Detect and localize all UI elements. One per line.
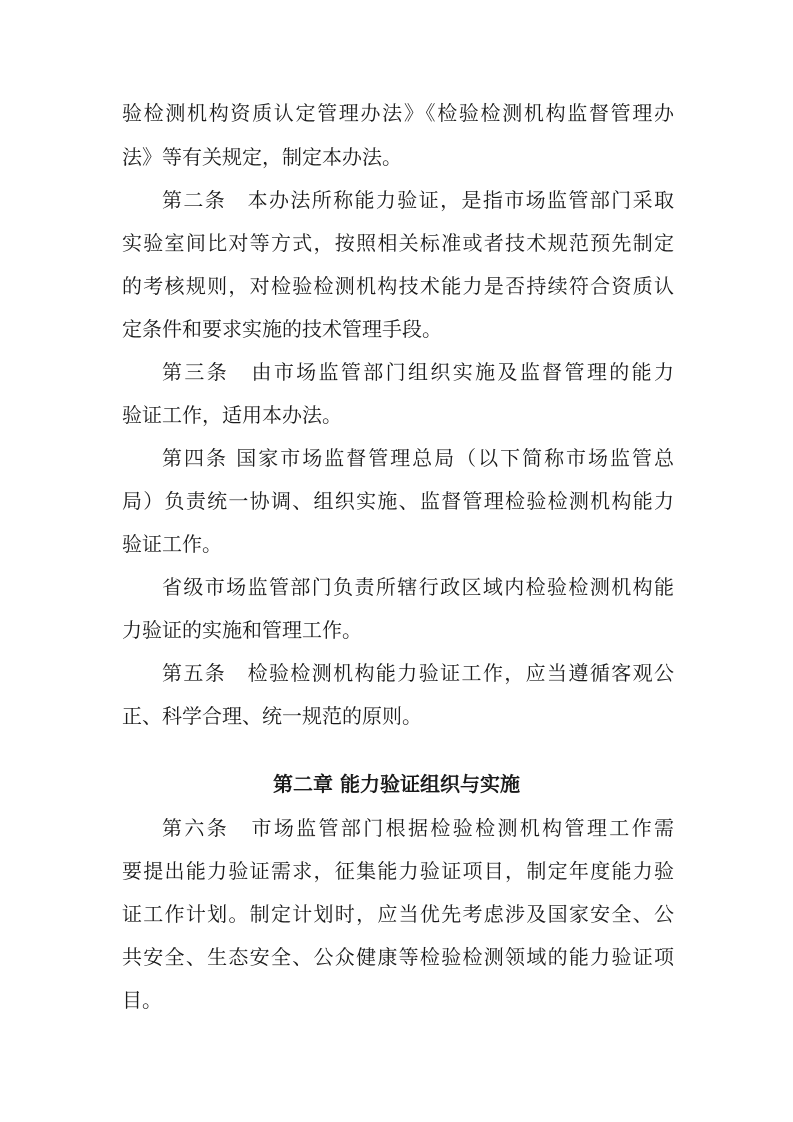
article-4-line-3: 验证工作。 <box>122 532 222 556</box>
article-2-line-4: 定条件和要求实施的技术管理手段。 <box>122 317 442 341</box>
article-6-line-2: 要提出能力验证需求，征集能力验证项目，制定年度能力验 <box>122 859 674 883</box>
intro-line-1: 验检测机构资质认定管理办法》《检验检测机构监督管理办 <box>122 101 674 125</box>
article-4-line-2: 局）负责统一协调、组织实施、监督管理检验检测机构能力 <box>122 489 674 513</box>
article-3-line-2: 验证工作，适用本办法。 <box>122 403 342 427</box>
article-2-line-3: 的考核规则，对检验检测机构技术能力是否持续符合资质认 <box>122 274 674 298</box>
article-4-para-2-line-1: 省级市场监管部门负责所辖行政区域内检验检测机构能 <box>162 575 674 599</box>
article-6-line-5: 目。 <box>122 988 162 1012</box>
article-6-line-1: 第六条 市场监管部门根据检验检测机构管理工作需 <box>162 816 674 840</box>
article-6-line-4: 共安全、生态安全、公众健康等检验检测领域的能力验证项 <box>122 945 674 969</box>
chapter-heading: 第二章 能力验证组织与实施 <box>273 772 520 796</box>
article-5-line-1: 第五条 检验检测机构能力验证工作，应当遵循客观公 <box>162 661 674 685</box>
article-4-para-2-line-2: 力验证的实施和管理工作。 <box>122 618 362 642</box>
intro-line-2: 法》等有关规定，制定本办法。 <box>122 145 402 169</box>
article-5-line-2: 正、科学合理、统一规范的原则。 <box>122 704 422 728</box>
article-3-line-1: 第三条 由市场监管部门组织实施及监督管理的能力 <box>162 360 674 384</box>
article-2-line-2: 实验室间比对等方式，按照相关标准或者技术规范预先制定 <box>122 231 674 255</box>
article-4-line-1: 第四条 国家市场监督管理总局（以下简称市场监管总 <box>162 446 674 470</box>
article-6-line-3: 证工作计划。制定计划时，应当优先考虑涉及国家安全、公 <box>122 902 674 926</box>
article-2-line-1: 第二条 本办法所称能力验证，是指市场监管部门采取 <box>162 188 674 212</box>
